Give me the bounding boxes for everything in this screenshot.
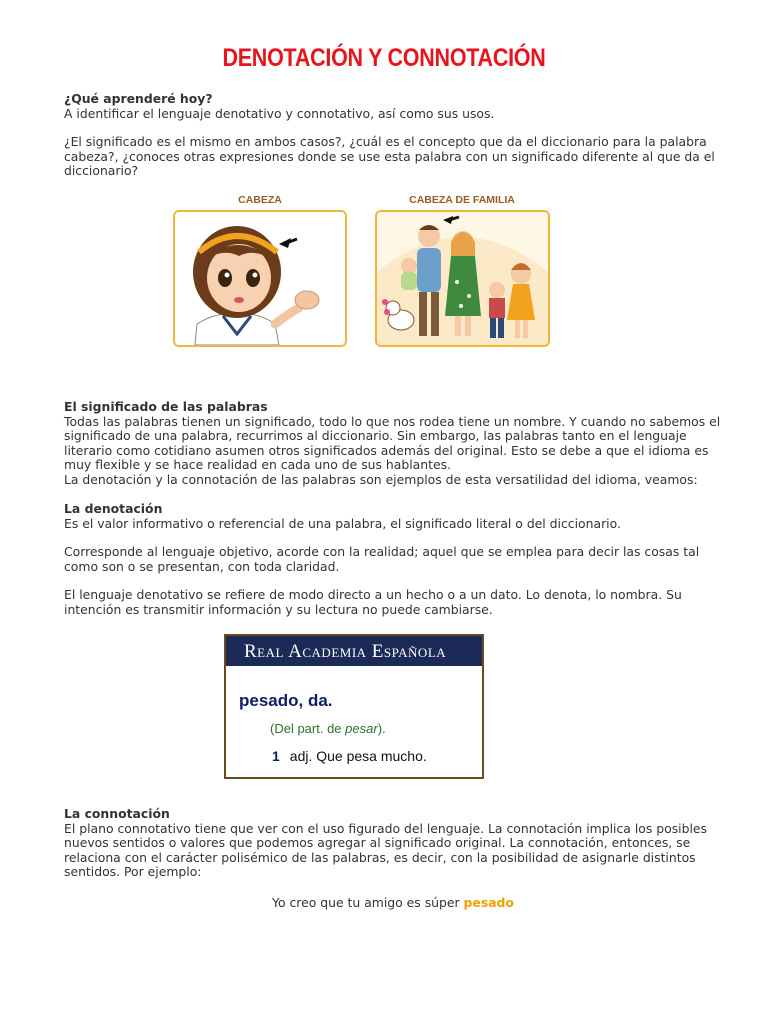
cabeza-illustration — [173, 210, 347, 347]
page-title: DENOTACIÓN Y CONNOTACIÓN — [222, 44, 546, 72]
cabeza-de-familia-illustration — [375, 210, 550, 347]
rae-def-text: adj. Que pesa mucho. — [289, 748, 427, 764]
left-image-caption: CABEZA — [238, 194, 282, 206]
connotacion-paragraph: El plano connotativo tiene que ver con el uso figurado del lenguaje. La connotación implica los posibles nuevos sentidos o valores que podemos agregar al significado original. La connotación, entonces, se relaciona con el carácter polisémico de las palabras, es decir, con la posibilidad de asignarle distintos sentidos. Por ejemplo: — [64, 820, 707, 880]
intro-line: A identificar el lenguaje denotativo y connotativo, así como sus usos. — [64, 105, 495, 121]
intro-heading: ¿Qué aprenderé hoy? — [64, 91, 213, 106]
denotacion-section — [64, 502, 724, 618]
denotacion-p1: Es el valor informativo o referencial de una palabra, el significado literal o del diccionario. — [64, 515, 621, 531]
rae-header: Real Academia Española — [226, 636, 482, 666]
connotacion-section — [64, 807, 724, 880]
example-sentence — [0, 895, 768, 910]
significado-paragraph: Todas las palabras tienen un significado, todo lo que nos rodea tiene un nombre. Y cuando no sabemos el significado de una palabra, recurrimos al diccionario. Sin embargo, las palabras tanto en el lenguaje literario como cotidiano asumen otros significados además del original. Esto se debe a que el idioma es muy flexible y se hace realidad en cada uno de sus hablantes. — [64, 413, 721, 473]
example-text: Yo creo que tu amigo es súper — [272, 895, 464, 910]
rae-etym-word: pesar — [345, 721, 378, 736]
right-image-caption: CABEZA DE FAMILIA — [409, 194, 515, 206]
rae-word: pesado, da. — [239, 691, 333, 710]
intro-section — [64, 92, 724, 179]
significado-heading: El significado de las palabras — [64, 399, 268, 414]
intro-question: ¿El significado es el mismo en ambos casos?, ¿cuál es el concepto que da el diccionario para la palabra cabeza?, ¿conoces otras expresiones donde se use esta palabra con un significado diferente al que da el diccionario? — [64, 134, 715, 179]
rae-etym-suffix: ). — [377, 721, 386, 736]
girl-pointing-head-image — [175, 212, 345, 345]
rae-dictionary-box — [224, 634, 484, 779]
significado-paragraph-2: La denotación y la connotación de las palabras son ejemplos de esta versatilidad del idioma, veamos: — [64, 471, 698, 487]
rae-etym-prefix: (Del part. de — [270, 721, 346, 736]
rae-definition — [272, 748, 427, 764]
example-highlight: pesado — [463, 895, 514, 910]
significado-section — [64, 400, 724, 488]
rae-etymology — [270, 721, 386, 736]
family-image — [377, 212, 548, 345]
denotacion-p2: Corresponde al lenguaje objetivo, acorde con la realidad; aquel que se emplea para decir las cosas tal como son o se presentan, con toda claridad. — [64, 544, 700, 574]
denotacion-p3: El lenguaje denotativo se refiere de modo directo a un hecho o a un dato. Lo denota, lo nombra. Su intención es transmitir información y su lectura no puede cambiarse. — [64, 587, 682, 617]
connotacion-heading: La connotación — [64, 806, 170, 821]
denotacion-heading: La denotación — [64, 501, 163, 516]
rae-def-number: 1 — [272, 748, 280, 764]
